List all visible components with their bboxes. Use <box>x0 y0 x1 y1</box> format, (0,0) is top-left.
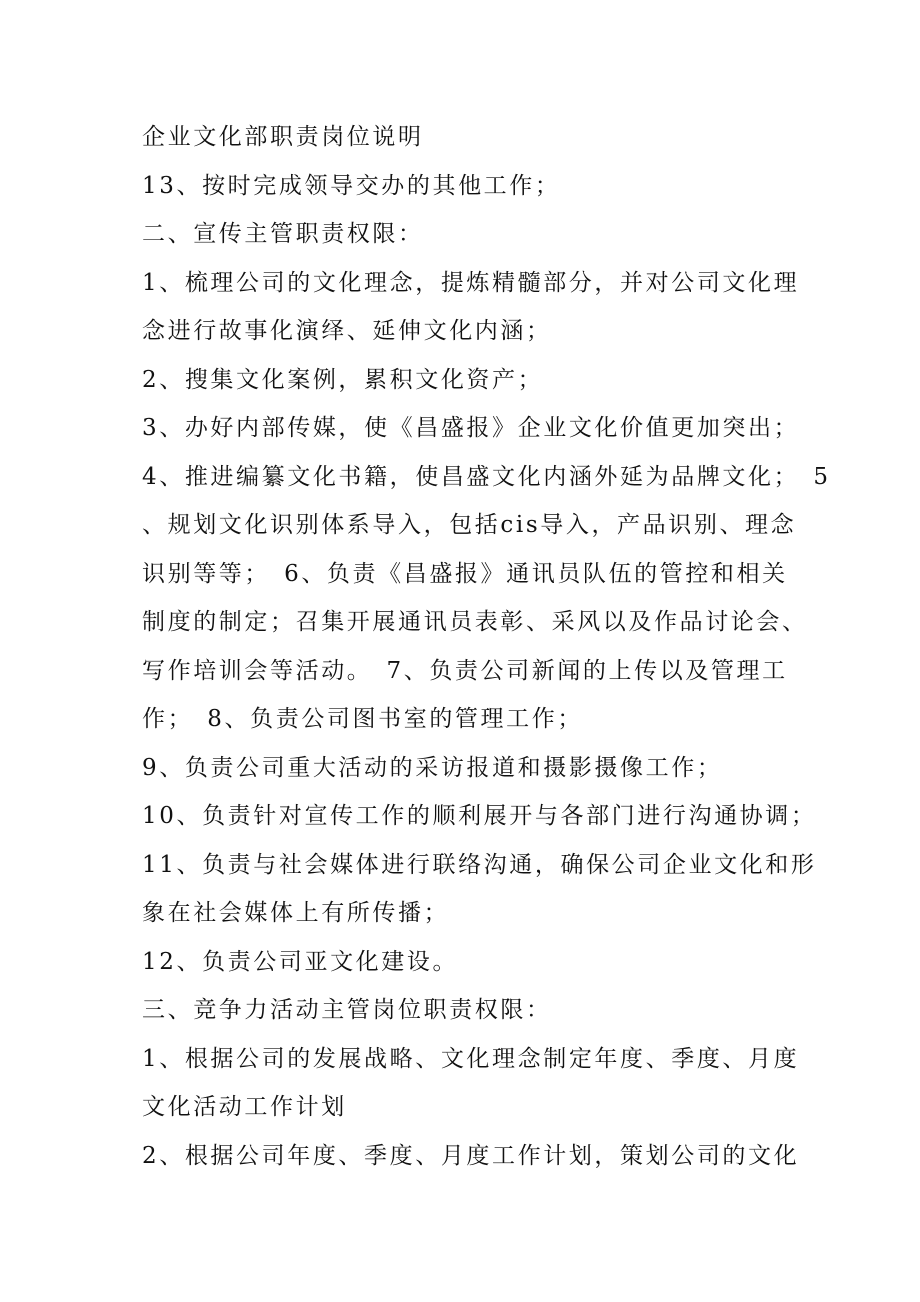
text-line: 、规划文化识别体系导入，包括cis导入，产品识别、理念 <box>142 512 797 538</box>
text-line: 12、负责公司亚文化建设。 <box>142 948 459 975</box>
document-title: 企业文化部职责岗位说明 <box>142 124 424 150</box>
text-line: 10、负责针对宣传工作的顺利展开与各部门进行沟通协调； <box>142 803 817 829</box>
text-line: 3、办好内部传媒，使《昌盛报》企业文化价值更加突出； <box>142 415 800 441</box>
text-line: 1、根据公司的发展战略、文化理念制定年度、季度、月度 <box>142 1045 800 1072</box>
text-line: 制度的制定；召集开展通讯员表彰、采风以及作品讨论会、 <box>142 609 808 635</box>
text-line: 9、负责公司重大活动的采访报道和摄影摄像工作； <box>142 754 723 781</box>
text-line: 2、根据公司年度、季度、月度工作计划，策划公司的文化 <box>142 1142 800 1169</box>
text-line: 13、按时完成领导交办的其他工作； <box>142 172 561 199</box>
document-body <box>142 113 831 1180</box>
text-line: 11、负责与社会媒体进行联络沟通，确保公司企业文化和形 <box>142 851 817 878</box>
section-heading: 三、竞争力活动主管岗位职责权限： <box>142 997 552 1023</box>
text-line: 文化活动工作计划 <box>142 1094 347 1120</box>
text-line: 识别等等； 6、负责《昌盛报》通讯员队伍的管控和相关 <box>142 560 788 587</box>
text-line: 念进行故事化演绎、延伸文化内涵； <box>142 318 552 344</box>
text-line: 1、梳理公司的文化理念，提炼精髓部分，并对公司文化理 <box>142 269 800 296</box>
section-heading: 二、宣传主管职责权限： <box>142 221 424 247</box>
text-line: 写作培训会等活动。 7、负责公司新闻的上传以及管理工 <box>142 657 788 684</box>
text-line: 4、推进编纂文化书籍，使昌盛文化内涵外延为品牌文化； 5 <box>142 463 831 490</box>
text-line: 2、搜集文化案例，累积文化资产； <box>142 366 544 393</box>
text-line: 作； 8、负责公司图书室的管理工作； <box>142 706 583 732</box>
text-line: 象在社会媒体上有所传播； <box>142 900 450 926</box>
